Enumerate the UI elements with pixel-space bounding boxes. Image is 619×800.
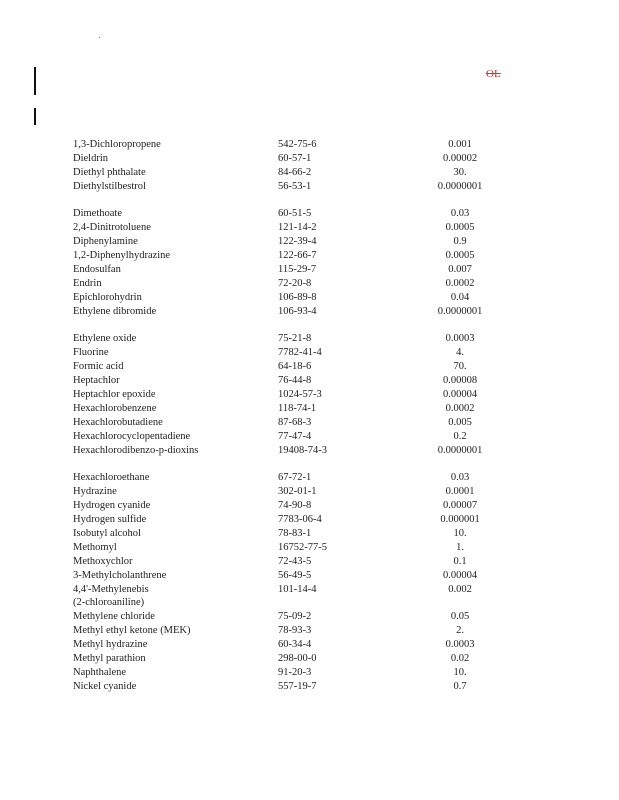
concentration-value: 4. <box>456 347 464 359</box>
table-row <box>0 291 619 305</box>
concentration-value: 0.00004 <box>442 389 478 401</box>
cas-number: 1024-57-3 <box>278 389 322 401</box>
concentration-value: 0.0001 <box>445 486 475 498</box>
chemical-name: Endosulfan <box>73 264 121 276</box>
cas-number: 16752-77-5 <box>278 541 327 553</box>
chemical-name: Dieldrin <box>73 152 108 164</box>
concentration-value: 0.0000001 <box>437 180 483 192</box>
table-row <box>0 624 619 638</box>
concentration-value: 0.00007 <box>442 500 478 512</box>
concentration-value: 0.005 <box>448 416 472 428</box>
concentration-value: 0.02 <box>450 652 470 664</box>
table-row <box>0 346 619 360</box>
concentration-value: 0.03 <box>450 208 470 220</box>
cas-number: 106-89-8 <box>278 291 317 303</box>
cas-number: 106-93-4 <box>278 305 317 317</box>
table-row <box>0 430 619 444</box>
cas-number: 64-18-6 <box>278 361 312 373</box>
chemical-name: 4,4'-Methylenebis <box>73 583 149 595</box>
table-row <box>0 555 619 569</box>
chemical-name: Hexachlorodibenzo-p-dioxins <box>73 444 199 456</box>
concentration-value: 2. <box>456 625 464 637</box>
chemical-name: 1,3-Dichloropropene <box>73 139 161 150</box>
chemical-name: Naphthalene <box>73 666 127 678</box>
chemical-name: Hydrogen sulfide <box>73 514 147 526</box>
cas-number: 75-09-2 <box>278 611 312 623</box>
cas-number: 56-53-1 <box>278 180 312 192</box>
concentration-value: 0.05 <box>450 611 470 623</box>
chemical-name: Hexachlorobenzene <box>73 402 157 414</box>
chemical-name: Diphenylamine <box>73 236 138 248</box>
concentration-value: 0.1 <box>453 555 467 567</box>
concentration-value: 1. <box>456 541 464 553</box>
concentration-value: 0.0005 <box>445 222 475 234</box>
table-row <box>0 499 619 513</box>
concentration-value: 0.2 <box>453 430 467 442</box>
cas-number: 78-93-3 <box>278 625 312 637</box>
cas-number: 77-47-4 <box>278 430 312 442</box>
group-spacer <box>0 194 619 208</box>
cas-number: 7783-06-4 <box>278 514 322 526</box>
table-row <box>0 471 619 485</box>
table-row <box>0 263 619 277</box>
chemical-name: Ethylene dibromide <box>73 305 157 317</box>
margin-bar-top <box>34 67 36 95</box>
table-row <box>0 416 619 430</box>
cas-number: 74-90-8 <box>278 500 312 512</box>
concentration-value: 0.0003 <box>445 639 475 651</box>
chemical-name: Epichlorohydrin <box>73 291 142 303</box>
table-row <box>0 332 619 346</box>
chemical-name: Methyl hydrazine <box>73 639 148 651</box>
cas-number: 302-01-1 <box>278 486 317 498</box>
cas-number: 7782-41-4 <box>278 347 322 359</box>
table-row <box>0 583 619 597</box>
chemical-name: Methyl ethyl ketone (MEK) <box>73 625 191 637</box>
cas-number: 542-75-6 <box>278 139 317 150</box>
concentration-value: 0.04 <box>450 291 470 303</box>
cas-number: 76-44-8 <box>278 375 312 387</box>
table-row <box>0 652 619 666</box>
chemical-name: Hexachlorobutadiene <box>73 416 163 428</box>
cas-number: 115-29-7 <box>278 264 317 276</box>
chemical-name: Dimethoate <box>73 208 122 220</box>
chemical-name: Methoxychlor <box>73 555 133 567</box>
table-row <box>0 638 619 652</box>
cas-number: 101-14-4 <box>278 583 317 595</box>
table-row <box>0 221 619 235</box>
cas-number: 87-68-3 <box>278 416 312 428</box>
table-row <box>0 402 619 416</box>
group-spacer <box>0 457 619 471</box>
table-row <box>0 166 619 180</box>
concentration-value: 0.00002 <box>442 152 478 164</box>
chemical-name: Fluorine <box>73 347 109 359</box>
cas-number: 60-57-1 <box>278 152 312 164</box>
concentration-value: 0.7 <box>453 680 467 692</box>
concentration-value: 0.0000001 <box>437 305 483 317</box>
table-row <box>0 249 619 263</box>
scan-speck <box>99 37 100 38</box>
concentration-value: 0.00004 <box>442 569 478 581</box>
cas-number: 122-66-7 <box>278 250 317 262</box>
chemical-name: Isobutyl alcohol <box>73 527 141 539</box>
cas-number: 19408-74-3 <box>278 444 327 456</box>
table-row <box>0 527 619 541</box>
margin-bar-bottom <box>34 108 36 125</box>
concentration-value: 0.000001 <box>440 514 480 526</box>
chemical-name: Hydrogen cyanide <box>73 500 151 512</box>
concentration-value: 10. <box>453 666 467 678</box>
table-row <box>0 541 619 555</box>
chemical-name: Nickel cyanide <box>73 680 137 692</box>
chemical-name: Methylene chloride <box>73 611 155 623</box>
table-row <box>0 180 619 194</box>
chemical-name: Hexachloroethane <box>73 472 150 484</box>
cas-number: 60-34-4 <box>278 639 312 651</box>
cas-number: 121-14-2 <box>278 222 317 234</box>
cas-number: 122-39-4 <box>278 236 317 248</box>
concentration-value: 10. <box>453 527 467 539</box>
cas-number: 298-00-0 <box>278 652 317 664</box>
cas-number: 557-19-7 <box>278 680 317 692</box>
chemical-name: Endrin <box>73 277 102 289</box>
concentration-value: 30. <box>453 166 467 178</box>
chemical-name: Diethyl phthalate <box>73 166 146 178</box>
table-row <box>0 374 619 388</box>
chemical-name: 3-Methylcholanthrene <box>73 569 167 581</box>
chemical-name: (2-chloroaniline) <box>73 597 145 609</box>
chemical-name: Hydrazine <box>73 486 117 498</box>
concentration-value: 0.0005 <box>445 250 475 262</box>
concentration-value: 0.001 <box>448 139 472 150</box>
concentration-value: 0.9 <box>453 236 467 248</box>
concentration-value: 0.002 <box>448 583 472 595</box>
table-row <box>0 610 619 624</box>
concentration-value: 0.0002 <box>445 277 475 289</box>
table-row <box>0 680 619 694</box>
cas-number: 84-66-2 <box>278 166 312 178</box>
concentration-value: 0.0003 <box>445 333 475 345</box>
chemical-name: Hexachlorocyclopentadiene <box>73 430 191 442</box>
table-row <box>0 305 619 319</box>
chemical-name: 2,4-Dinitrotoluene <box>73 222 151 234</box>
table-row <box>0 485 619 499</box>
cas-number: 75-21-8 <box>278 333 312 345</box>
chemical-name: 1,2-Diphenylhydrazine <box>73 250 171 262</box>
table-row <box>0 152 619 166</box>
cas-number: 91-20-3 <box>278 666 312 678</box>
table-row <box>0 235 619 249</box>
concentration-value: 0.0000001 <box>437 444 483 456</box>
cas-number: 78-83-1 <box>278 527 312 539</box>
table-row <box>0 277 619 291</box>
table-row <box>0 138 619 152</box>
concentration-value: 0.03 <box>450 472 470 484</box>
table-row <box>0 596 619 610</box>
cas-number: 60-51-5 <box>278 208 312 220</box>
concentration-value: 0.0002 <box>445 402 475 414</box>
table-row <box>0 513 619 527</box>
cas-number: 56-49-5 <box>278 569 312 581</box>
table-row <box>0 360 619 374</box>
cas-number: 118-74-1 <box>278 402 317 414</box>
chemical-name: Methyl parathion <box>73 652 146 664</box>
table-row <box>0 388 619 402</box>
chemical-name: Formic acid <box>73 361 124 373</box>
page-stamp: OL <box>486 68 501 80</box>
concentration-value: 0.00008 <box>442 375 478 387</box>
table-row <box>0 444 619 458</box>
cas-number: 72-43-5 <box>278 555 312 567</box>
cas-number: 72-20-8 <box>278 277 312 289</box>
table-row <box>0 569 619 583</box>
chemical-name: Diethylstilbestrol <box>73 180 146 192</box>
chemical-name: Methomyl <box>73 541 117 553</box>
table-row <box>0 207 619 221</box>
cas-number: 67-72-1 <box>278 472 312 484</box>
concentration-value: 70. <box>453 361 467 373</box>
chemical-name: Heptachlor epoxide <box>73 389 156 401</box>
group-spacer <box>0 319 619 333</box>
table-row <box>0 666 619 680</box>
chemical-name: Heptachlor <box>73 375 120 387</box>
concentration-value: 0.007 <box>448 264 472 276</box>
chemical-table <box>0 138 619 694</box>
chemical-name: Ethylene oxide <box>73 333 137 345</box>
